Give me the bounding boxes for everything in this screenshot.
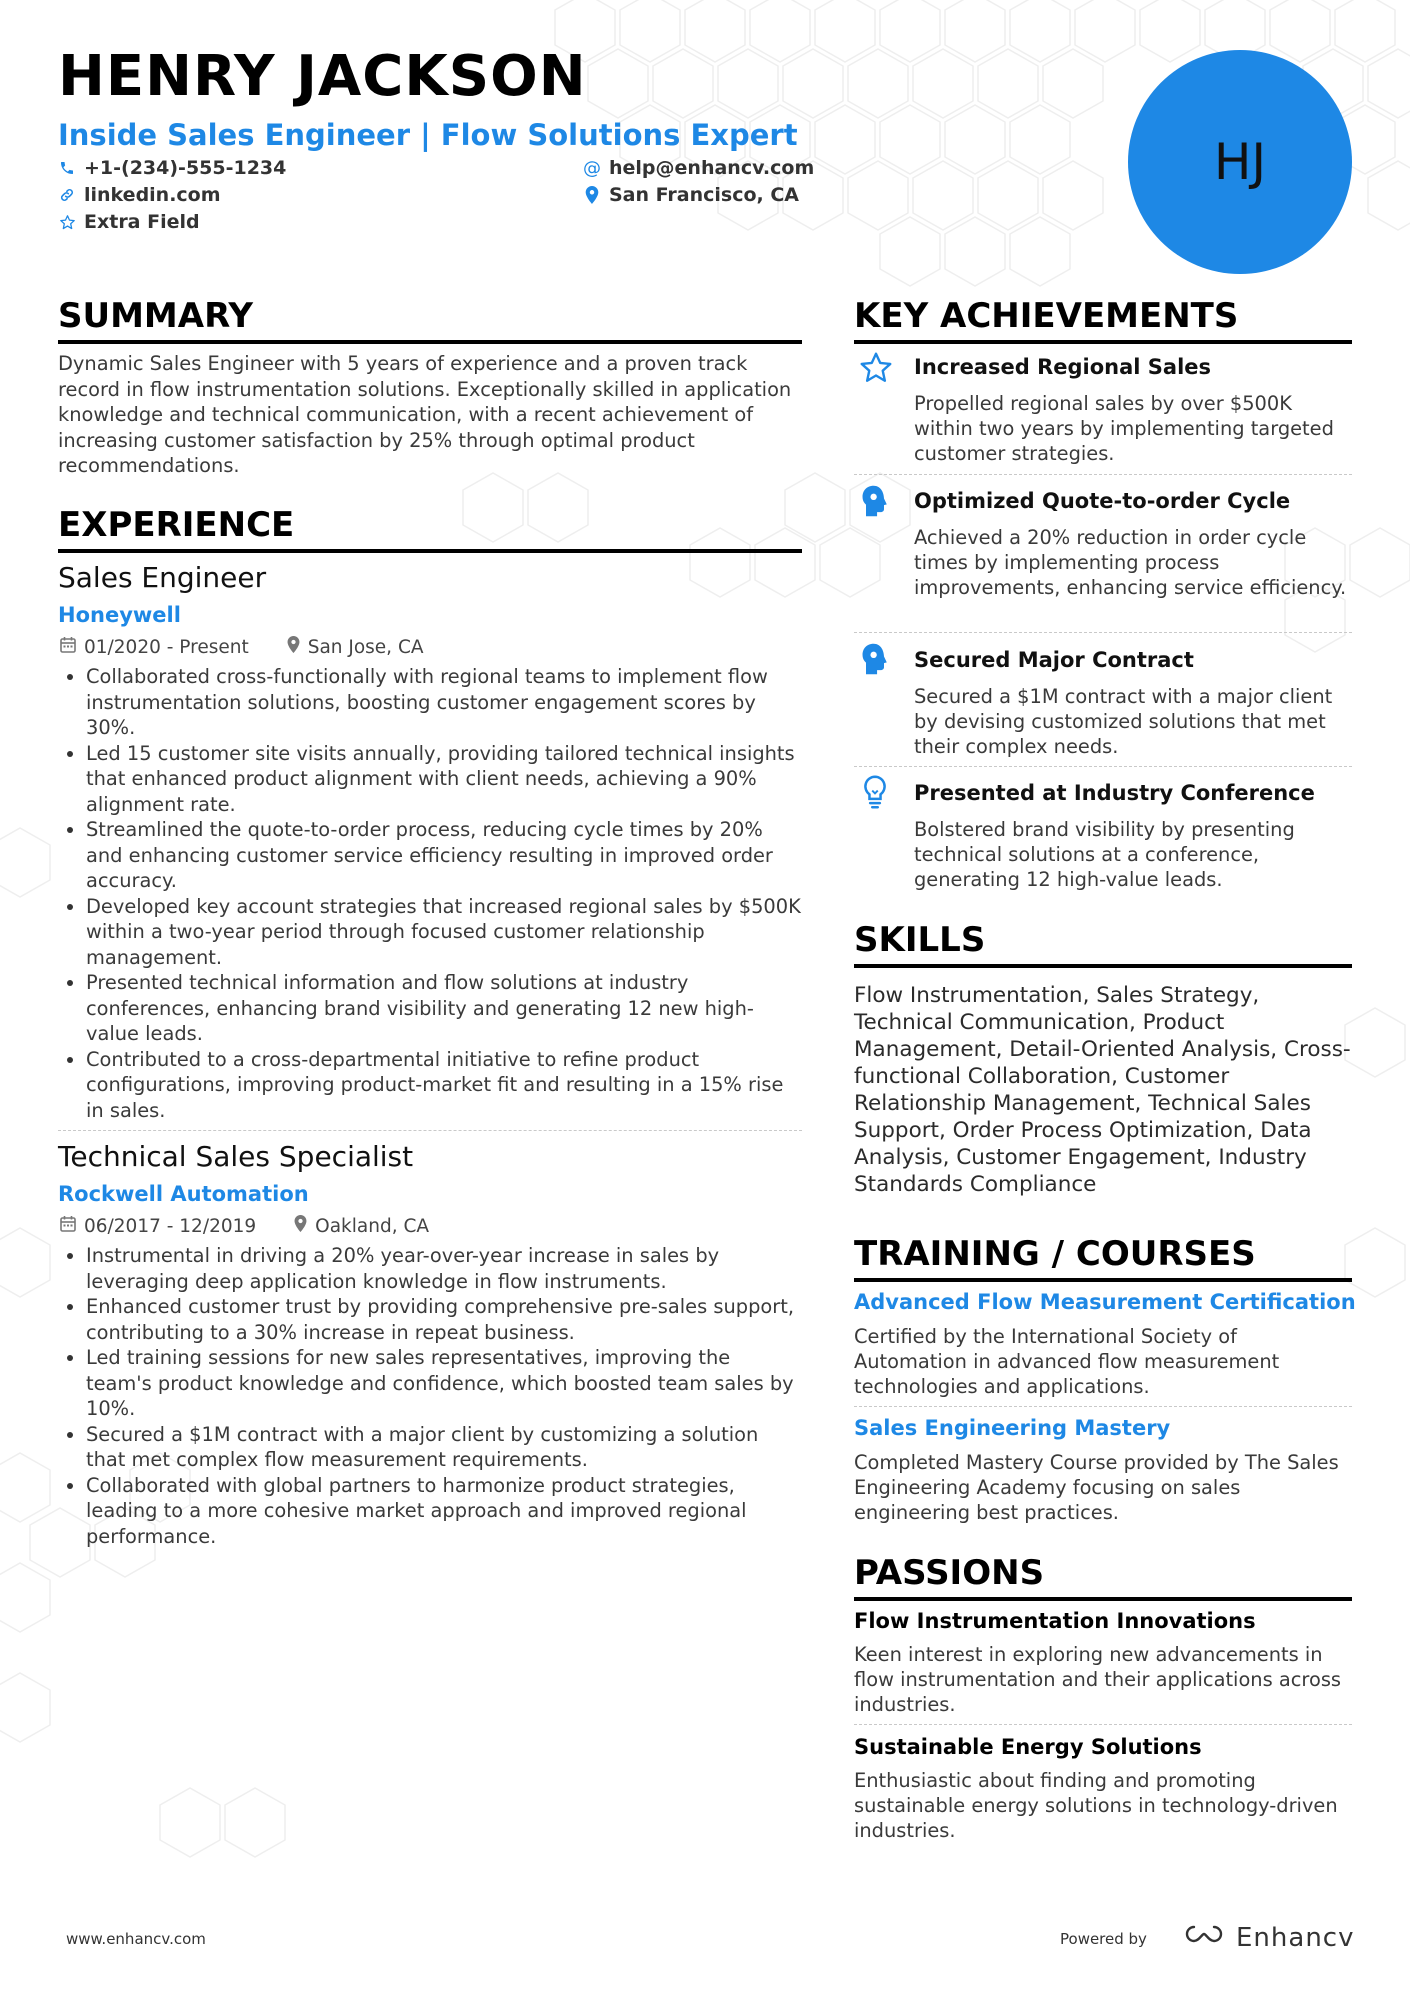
divider: [854, 474, 1352, 475]
extra-field: [58, 211, 200, 233]
skills-text: Flow Instrumentation, Sales Strategy, Technical Communication, Product Management, Detail-Oriented Analysis, Cross-functional Collaboration, Customer Relationship Management, Technical Sales Support, Order Process Optimization, Data Analysis, Customer Engagement, Industry Standards Compliance: [854, 983, 1351, 1197]
bullet-item: Led training sessions for new sales representatives, improving the team's product knowledge and confidence, which boosted team sales by 10%.: [58, 1345, 802, 1422]
map-pin-icon: [583, 186, 601, 204]
phone-contact[interactable]: [58, 157, 286, 179]
phone-icon: [58, 159, 76, 177]
enhancv-logo-text: Enhancv: [1236, 1922, 1355, 1953]
at-icon: @: [583, 157, 601, 179]
divider: [854, 766, 1352, 767]
location-contact: [583, 184, 799, 206]
divider: [854, 1406, 1352, 1407]
bullet-item: Led 15 customer site visits annually, providing tailored technical insights that enhanced product alignment with client needs, achieving a 90% alignment rate.: [58, 741, 802, 818]
job-dates: 01/2020 - Present: [84, 636, 249, 658]
course-title: Sales Engineering Mastery: [854, 1416, 1171, 1440]
extra-field-text: Extra Field: [84, 211, 200, 233]
course-desc: Completed Mastery Course provided by The Sales Engineering Academy focusing on sales engineering best practices.: [854, 1451, 1339, 1524]
course-title: Advanced Flow Measurement Certification: [854, 1290, 1356, 1314]
training-heading: TRAINING / COURSES: [854, 1234, 1352, 1282]
job-meta: [60, 636, 424, 658]
achievement-desc: Propelled regional sales by over $500K within two years by implementing targeted customer strategies.: [914, 392, 1334, 465]
divider: [854, 632, 1352, 633]
star-outline-icon: [58, 213, 76, 231]
bullet-item: Presented technical information and flow solutions at industry conferences, enhancing brand visibility and generating 12 new high-value leads.: [58, 970, 802, 1047]
candidate-name: HENRY JACKSON: [58, 44, 587, 109]
course-desc: Certified by the International Society of Automation in advanced flow measurement technologies and applications.: [854, 1325, 1280, 1398]
job-bullets: [58, 1243, 802, 1549]
phone-text: +1-(234)-555-1234: [84, 157, 287, 179]
avatar-initials: HJ: [1213, 133, 1267, 191]
email-text: help@enhancv.com: [609, 157, 815, 179]
bullet-item: Instrumental in driving a 20% year-over-year increase in sales by leveraging deep application knowledge in flow instruments.: [58, 1243, 802, 1294]
job-company: Honeywell: [58, 603, 181, 627]
job-dates: 06/2017 - 12/2019: [84, 1215, 257, 1237]
experience-heading: EXPERIENCE: [58, 505, 802, 553]
bullet-item: Enhanced customer trust by providing comprehensive pre-sales support, contributing to a 30% increase in repeat business.: [58, 1294, 802, 1345]
link-icon: [58, 186, 76, 204]
bullet-item: Collaborated with global partners to harmonize product strategies, leading to a more cohesive market approach and improved regional performance.: [58, 1473, 802, 1550]
divider: [58, 1130, 802, 1131]
passion-title: Flow Instrumentation Innovations: [854, 1609, 1256, 1633]
passions-heading: PASSIONS: [854, 1553, 1352, 1601]
job-bullets: [58, 664, 802, 1123]
avatar: [1128, 50, 1352, 274]
achievement-title: Secured Major Contract: [914, 648, 1194, 672]
calendar-icon: [60, 1215, 76, 1237]
passion-desc: Keen interest in exploring new advancements in flow instrumentation and their applications across industries.: [854, 1643, 1342, 1716]
job-location: San Jose, CA: [307, 636, 424, 658]
map-pin-icon: [294, 1215, 307, 1237]
divider: [854, 1724, 1352, 1725]
summary-heading: SUMMARY: [58, 296, 802, 344]
achievements-heading: KEY ACHIEVEMENTS: [854, 296, 1352, 344]
head-icon: [858, 483, 894, 519]
achievement-title: Optimized Quote-to-order Cycle: [914, 489, 1291, 513]
map-pin-icon: [287, 636, 300, 658]
enhancv-logo[interactable]: [1180, 1922, 1354, 1953]
location-text: San Francisco, CA: [609, 184, 800, 206]
job-role: Technical Sales Specialist: [58, 1140, 414, 1173]
headline: Inside Sales Engineer | Flow Solutions Expert: [58, 118, 798, 152]
footer-url[interactable]: www.enhancv.com: [66, 1930, 206, 1948]
enhancv-logo-icon: [1180, 1922, 1228, 1953]
summary-text: Dynamic Sales Engineer with 5 years of experience and a proven track record in flow instrumentation solutions. Exceptionally skilled in application knowledge and technical communication, with a recent achievement of increasing customer satisfaction by 25% through optimal product recommendations.: [58, 352, 792, 477]
job-meta: [60, 1215, 429, 1237]
passion-title: Sustainable Energy Solutions: [854, 1735, 1202, 1759]
lightbulb-icon: [860, 774, 896, 810]
job-company: Rockwell Automation: [58, 1182, 309, 1206]
head-icon: [858, 641, 894, 677]
email-contact[interactable]: [583, 157, 814, 179]
calendar-icon: [60, 636, 76, 658]
bullet-item: Contributed to a cross-departmental initiative to refine product configurations, improving product-market fit and resulting in a 15% rise in sales.: [58, 1047, 802, 1124]
passion-desc: Enthusiastic about finding and promoting sustainable energy solutions in technology-driven industries.: [854, 1769, 1338, 1842]
achievement-title: Increased Regional Sales: [914, 355, 1212, 379]
star-icon: [858, 350, 894, 386]
job-location: Oakland, CA: [315, 1215, 430, 1237]
linkedin-contact[interactable]: [58, 184, 221, 206]
job-role: Sales Engineer: [58, 561, 267, 594]
achievement-title: Presented at Industry Conference: [914, 781, 1315, 805]
achievement-desc: Secured a $1M contract with a major client by devising customized solutions that met their complex needs.: [914, 685, 1333, 758]
linkedin-text: linkedin.com: [84, 184, 221, 206]
footer-powered-by: Powered by: [1060, 1930, 1147, 1948]
bullet-item: Secured a $1M contract with a major client by customizing a solution that met complex flow measurement requirements.: [58, 1422, 802, 1473]
achievement-desc: Achieved a 20% reduction in order cycle times by implementing process improvements, enhancing service efficiency.: [914, 526, 1347, 599]
skills-heading: SKILLS: [854, 920, 1352, 968]
bullet-item: Streamlined the quote-to-order process, reducing cycle times by 20% and enhancing customer service efficiency resulting in improved order accuracy.: [58, 817, 802, 894]
achievement-desc: Bolstered brand visibility by presenting technical solutions at a conference, generating 12 high-value leads.: [914, 818, 1295, 891]
bullet-item: Developed key account strategies that increased regional sales by $500K within a two-year period through focused customer relationship management.: [58, 894, 802, 971]
bullet-item: Collaborated cross-functionally with regional teams to implement flow instrumentation solutions, boosting customer engagement scores by 30%.: [58, 664, 802, 741]
